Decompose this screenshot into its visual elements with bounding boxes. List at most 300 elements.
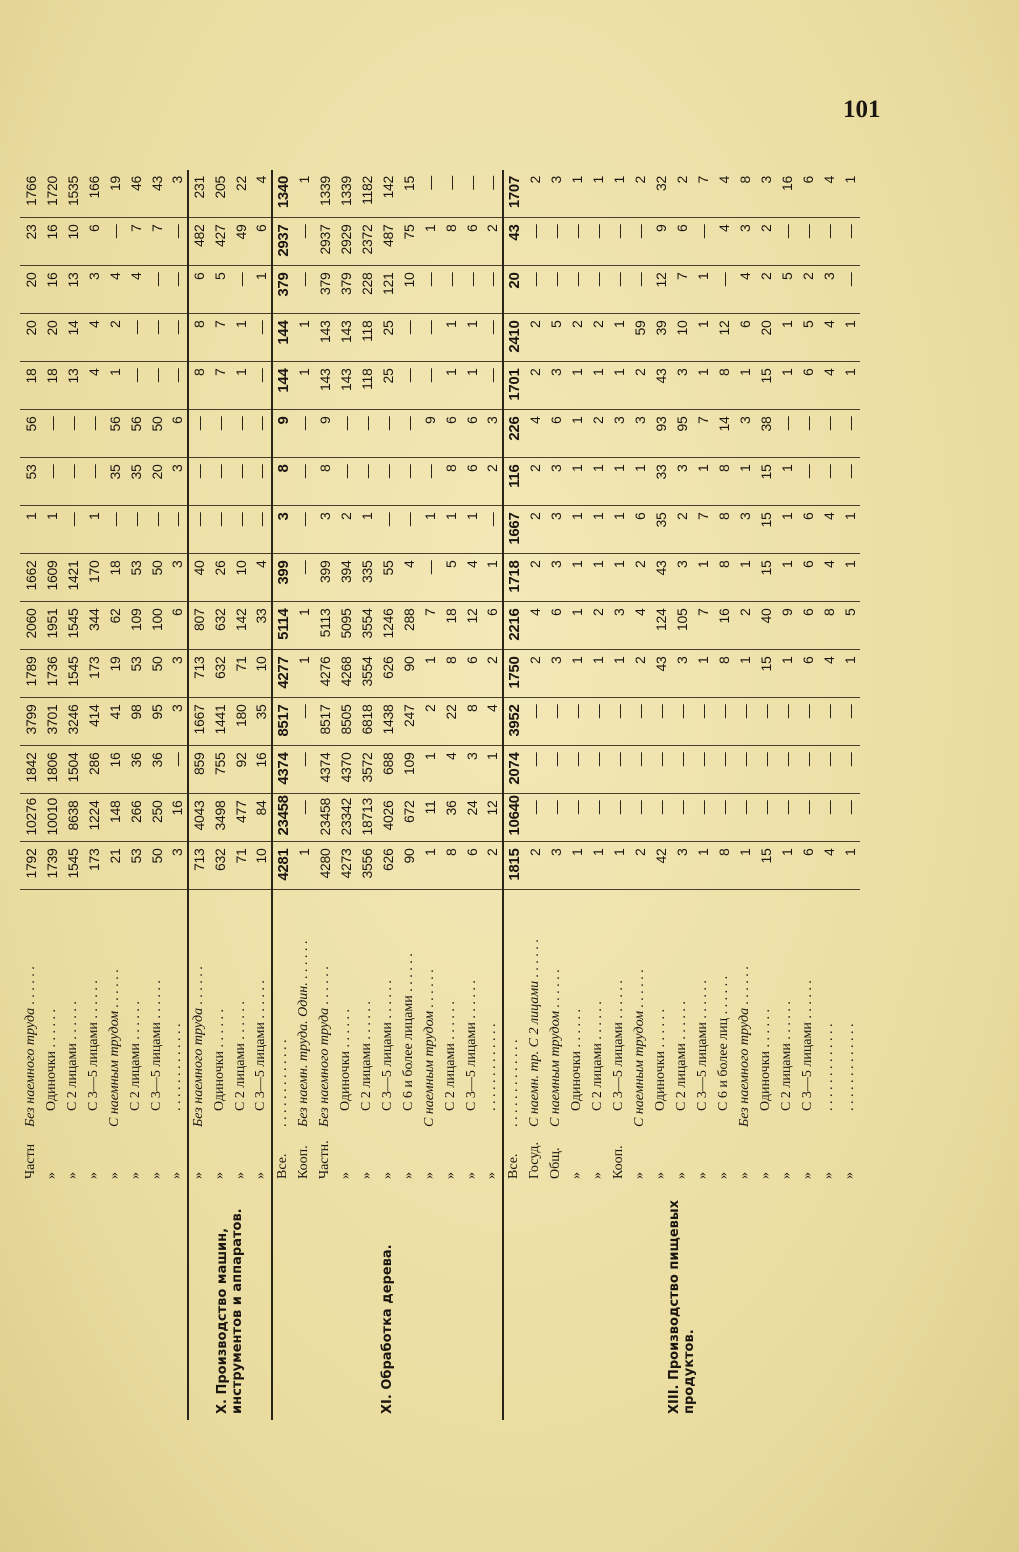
value-cell: 16 [251,746,272,794]
value-cell: 124 [650,602,671,650]
category-cell: . . . . . . . . . . . . . [841,1023,857,1111]
value-cell: 16 [713,602,734,650]
value-cell: 8638 [62,794,83,842]
value-cell: — [629,794,650,842]
value-cell: — [125,314,146,362]
value-cell: 23458 [314,794,335,842]
value-cell: — [839,218,860,266]
value-cell: — [41,410,62,458]
value-cell: 4273 [335,842,356,890]
value-cell: 50 [146,842,167,890]
value-cell: 15 [755,554,776,602]
value-cell: 2 [482,842,503,890]
value-cell: — [146,266,167,314]
value-cell: 399 [272,554,293,602]
value-cell: 90 [398,650,419,698]
value-cell: 4 [398,554,419,602]
value-cell: 71 [230,842,251,890]
category-cell: Без наемного труда . . . . . . [188,890,209,1133]
value-cell: 22 [230,170,251,218]
value-cell: 2 [587,602,608,650]
value-cell: — [377,458,398,506]
category-cell: Одиночки . . . . . . [568,1008,584,1111]
value-cell: 1766 [20,170,41,218]
value-cell: — [587,746,608,794]
value-cell: — [356,458,377,506]
value-cell: 226 [503,410,524,458]
value-cell: — [755,746,776,794]
value-cell: 16 [41,218,62,266]
value-cell: 2937 [272,218,293,266]
value-cell: 1792 [20,842,41,890]
value-cell: 394 [335,554,356,602]
value-cell: 1 [566,410,587,458]
value-cell: — [839,458,860,506]
value-cell: 1182 [356,170,377,218]
value-cell: — [209,506,230,554]
value-cell: 15 [755,362,776,410]
ownership-cell: » [43,1172,59,1179]
value-cell: 1 [608,842,629,890]
value-cell: 7 [125,218,146,266]
value-cell: 1 [608,170,629,218]
value-cell: — [545,218,566,266]
value-cell: 143 [335,314,356,362]
value-cell: — [566,746,587,794]
value-cell: 90 [398,842,419,890]
value-cell: 15 [398,170,419,218]
value-cell: 1 [608,458,629,506]
value-cell: 2 [524,650,545,698]
value-cell: 1 [776,362,797,410]
value-cell: 6 [461,458,482,506]
category-cell: С 6 и более лицами . . . . . . [400,953,416,1111]
value-cell: 143 [314,314,335,362]
value-cell: — [797,458,818,506]
value-cell: — [818,458,839,506]
value-cell: 6 [797,602,818,650]
value-cell: 8 [440,650,461,698]
value-cell: 2 [629,650,650,698]
value-cell: — [671,794,692,842]
value-cell: 15 [755,842,776,890]
value-cell: 379 [335,266,356,314]
value-cell: — [251,506,272,554]
value-cell: 6 [167,602,188,650]
value-cell: 1 [293,650,314,698]
value-cell: 1 [566,362,587,410]
value-cell: — [524,698,545,746]
value-cell: 24 [461,794,482,842]
value-cell: 23458 [272,794,293,842]
value-cell: 4268 [335,650,356,698]
value-cell: 3 [167,842,188,890]
value-cell: 1 [461,362,482,410]
category-cell: . . . . . . . . . . . . . [484,1023,499,1111]
value-cell: 3701 [41,698,62,746]
value-cell: 3 [167,170,188,218]
ownership-cell: » [652,1172,668,1179]
value-cell: — [839,410,860,458]
ownership-cell: » [631,1172,647,1179]
value-cell: — [650,794,671,842]
value-cell: — [818,746,839,794]
value-cell: 105 [671,602,692,650]
value-cell: 1 [20,506,41,554]
value-cell: 12 [482,794,503,842]
value-cell: 2 [104,314,125,362]
value-cell: 6 [797,842,818,890]
value-cell: 379 [272,266,293,314]
value-cell: — [734,746,755,794]
value-cell: 109 [125,602,146,650]
value-cell: 13 [62,362,83,410]
value-cell: 5 [440,554,461,602]
category-cell: Одиночки . . . . . . [652,1008,668,1111]
value-cell: — [566,698,587,746]
value-cell: 84 [251,794,272,842]
value-cell: — [146,506,167,554]
value-cell: 3572 [356,746,377,794]
value-cell: 1 [692,842,713,890]
value-cell: 23342 [335,794,356,842]
value-cell: 4043 [188,794,209,842]
ownership-cell: » [169,1172,184,1179]
value-cell: 3 [734,506,755,554]
value-cell: — [545,698,566,746]
value-cell: 2 [566,314,587,362]
value-cell: 632 [209,842,230,890]
value-cell: 8 [272,458,293,506]
section-title: X. Производство машин, инструментов и аппаратов. [188,1185,272,1420]
ownership-cell: » [421,1172,437,1179]
value-cell: 4 [83,314,104,362]
value-cell: 286 [83,746,104,794]
value-cell: 16 [41,266,62,314]
value-cell: 8 [440,218,461,266]
value-cell: 1 [587,650,608,698]
value-cell: 18 [20,362,41,410]
category-cell: С 3—5 лицами . . . . . . [463,980,479,1111]
value-cell: 1 [566,602,587,650]
value-cell: — [293,746,314,794]
value-cell: — [713,794,734,842]
value-cell: — [692,746,713,794]
value-cell: 116 [503,458,524,506]
value-cell: 41 [104,698,125,746]
value-cell: 6 [734,314,755,362]
section-title [20,1185,188,1420]
value-cell: 4 [524,602,545,650]
value-cell: — [650,746,671,794]
value-cell: 16 [104,746,125,794]
ownership-cell: Все. [503,1133,524,1185]
value-cell: — [230,458,251,506]
value-cell: — [41,458,62,506]
value-cell: — [167,746,188,794]
value-cell: 2074 [503,746,524,794]
value-cell: 55 [377,554,398,602]
value-cell: 1 [587,506,608,554]
value-cell: 1 [839,362,860,410]
value-cell: 807 [188,602,209,650]
value-cell: 1340 [272,170,293,218]
value-cell: 18 [41,362,62,410]
value-cell: — [587,218,608,266]
value-cell: — [419,362,440,410]
value-cell: 71 [230,650,251,698]
ownership-cell: Кооп. [610,1145,626,1179]
value-cell: 12 [650,266,671,314]
table-row [503,170,524,1420]
ownership-cell: » [358,1172,374,1179]
value-cell: 3 [608,410,629,458]
value-cell: — [629,698,650,746]
value-cell: 1 [419,746,440,794]
value-cell: 3 [83,266,104,314]
value-cell: 2372 [356,218,377,266]
value-cell: 25 [377,362,398,410]
ownership-cell: Частн [22,1143,38,1179]
value-cell: 2929 [335,218,356,266]
value-cell: 6 [545,602,566,650]
value-cell: 4 [818,314,839,362]
value-cell: 7 [419,602,440,650]
value-cell: 12 [713,314,734,362]
value-cell: 8 [713,458,734,506]
value-cell: — [524,746,545,794]
value-cell: 39 [650,314,671,362]
value-cell: — [482,170,503,218]
value-cell: 3 [608,602,629,650]
category-cell: Одиночки . . . . . . [211,1008,227,1111]
rotated-statistics-table [20,170,900,1420]
value-cell: 1815 [503,842,524,890]
value-cell: 143 [335,362,356,410]
value-cell: — [692,794,713,842]
value-cell: 3 [671,650,692,698]
value-cell: 1951 [41,602,62,650]
category-cell: С 3—5 лицами . . . . . . [85,980,101,1111]
value-cell: 487 [377,218,398,266]
value-cell: 1 [293,602,314,650]
ownership-cell: » [379,1172,395,1179]
value-cell: 22 [440,698,461,746]
ownership-cell: » [694,1172,710,1179]
value-cell: 1718 [503,554,524,602]
value-cell: 8 [713,650,734,698]
value-cell: 2 [524,554,545,602]
value-cell: 4277 [272,650,293,698]
value-cell: 6 [671,218,692,266]
value-cell: — [629,266,650,314]
value-cell: 1 [776,650,797,698]
value-cell: 49 [230,218,251,266]
value-cell: — [188,506,209,554]
value-cell: 10 [671,314,692,362]
value-cell: — [419,458,440,506]
value-cell: 2 [587,314,608,362]
value-cell: — [818,410,839,458]
value-cell: — [293,506,314,554]
value-cell: 173 [83,842,104,890]
value-cell: 1 [587,842,608,890]
value-cell: 10 [230,554,251,602]
value-cell: 10640 [503,794,524,842]
ownership-cell: » [64,1172,80,1179]
ownership-cell: » [442,1172,458,1179]
value-cell: 1 [104,362,125,410]
value-cell: — [566,218,587,266]
value-cell: 2 [524,362,545,410]
value-cell: — [587,794,608,842]
table-row [20,170,41,1420]
category-cell: С наемным трудом . . . . . . [631,968,647,1127]
value-cell: 2 [671,506,692,554]
value-cell: — [566,794,587,842]
category-cell: Без наемного труда . . . . . . [22,965,38,1127]
value-cell: — [713,266,734,314]
category-cell: . . . . . . . . . . . . . [503,890,524,1133]
value-cell: 3 [818,266,839,314]
value-cell: — [419,170,440,218]
value-cell: 688 [377,746,398,794]
value-cell: 1 [41,506,62,554]
value-cell: 1 [293,362,314,410]
value-cell: — [419,554,440,602]
value-cell: 4026 [377,794,398,842]
value-cell: — [776,410,797,458]
value-cell: 9 [776,602,797,650]
value-cell: 6 [545,410,566,458]
value-cell: 118 [356,314,377,362]
value-cell: 1 [83,506,104,554]
value-cell: 7 [671,266,692,314]
value-cell: 4 [734,266,755,314]
value-cell: 1246 [377,602,398,650]
value-cell: 2 [482,218,503,266]
value-cell: 75 [398,218,419,266]
value-cell: — [293,218,314,266]
value-cell: — [293,458,314,506]
value-cell: 2 [524,458,545,506]
value-cell: 3554 [356,650,377,698]
value-cell: — [293,266,314,314]
ownership-cell: » [232,1172,248,1179]
value-cell: — [230,410,251,458]
value-cell: 1 [293,842,314,890]
value-cell: 92 [230,746,251,794]
value-cell: 142 [230,602,251,650]
value-cell: 20 [503,266,524,314]
value-cell: 1 [419,218,440,266]
value-cell: 36 [440,794,461,842]
value-cell: — [839,794,860,842]
value-cell: — [818,218,839,266]
value-cell: 16 [167,794,188,842]
value-cell: — [335,458,356,506]
value-cell: — [755,698,776,746]
value-cell: — [692,218,713,266]
ownership-cell: » [253,1172,268,1179]
value-cell: 1 [482,746,503,794]
value-cell: 6 [797,554,818,602]
value-cell: 228 [356,266,377,314]
value-cell: 1 [461,314,482,362]
value-cell: 8 [440,842,461,890]
value-cell: 3246 [62,698,83,746]
value-cell: 1 [734,458,755,506]
value-cell: — [293,410,314,458]
value-cell: 2 [482,458,503,506]
value-cell: 6 [629,506,650,554]
category-cell: С 2 лицами . . . . . . [778,1001,794,1111]
value-cell: 4 [482,698,503,746]
category-cell: С 3—5 лицами . . . . . . [694,980,710,1111]
value-cell: — [398,506,419,554]
value-cell: 482 [188,218,209,266]
value-cell: 1667 [188,698,209,746]
value-cell: 2937 [314,218,335,266]
value-cell: 6 [188,266,209,314]
value-cell: 2 [524,314,545,362]
value-cell: 2 [482,650,503,698]
value-cell: 109 [398,746,419,794]
category-cell: С 6 и более лиц . . . . . . [715,975,731,1111]
value-cell: 1739 [41,842,62,890]
value-cell: 4 [713,170,734,218]
value-cell: 672 [398,794,419,842]
value-cell: 2 [419,698,440,746]
category-cell: Одиночки . . . . . . [337,1008,353,1111]
value-cell: 2 [335,506,356,554]
value-cell: 100 [146,602,167,650]
value-cell: — [335,410,356,458]
value-cell: — [713,746,734,794]
value-cell: 1 [692,458,713,506]
value-cell: 6 [461,650,482,698]
ownership-cell: » [673,1172,689,1179]
value-cell: 33 [251,602,272,650]
ownership-cell: » [736,1172,752,1179]
value-cell: 4 [818,362,839,410]
value-cell: 4 [629,602,650,650]
value-cell: 10 [251,650,272,698]
value-cell: 3 [671,362,692,410]
value-cell: 3 [671,554,692,602]
value-cell: 3556 [356,842,377,890]
category-cell: Одиночки . . . . . . [43,1008,59,1111]
value-cell: 6 [251,218,272,266]
value-cell: 2 [587,410,608,458]
category-cell: С наемным трудом . . . . . . [106,968,122,1127]
value-cell: — [797,794,818,842]
value-cell: 2 [629,842,650,890]
value-cell: 1 [776,314,797,362]
value-cell: — [524,794,545,842]
value-cell: 1 [230,362,251,410]
value-cell: — [629,218,650,266]
value-cell: — [146,314,167,362]
category-cell: С 2 лицами . . . . . . [64,1001,80,1111]
ownership-cell: » [568,1172,584,1179]
value-cell: 6 [461,218,482,266]
value-cell: — [776,218,797,266]
table-row [272,170,293,1420]
value-cell: 4 [251,554,272,602]
category-cell: С 3—5 лицами . . . . . . [253,980,268,1111]
value-cell: 19 [104,170,125,218]
